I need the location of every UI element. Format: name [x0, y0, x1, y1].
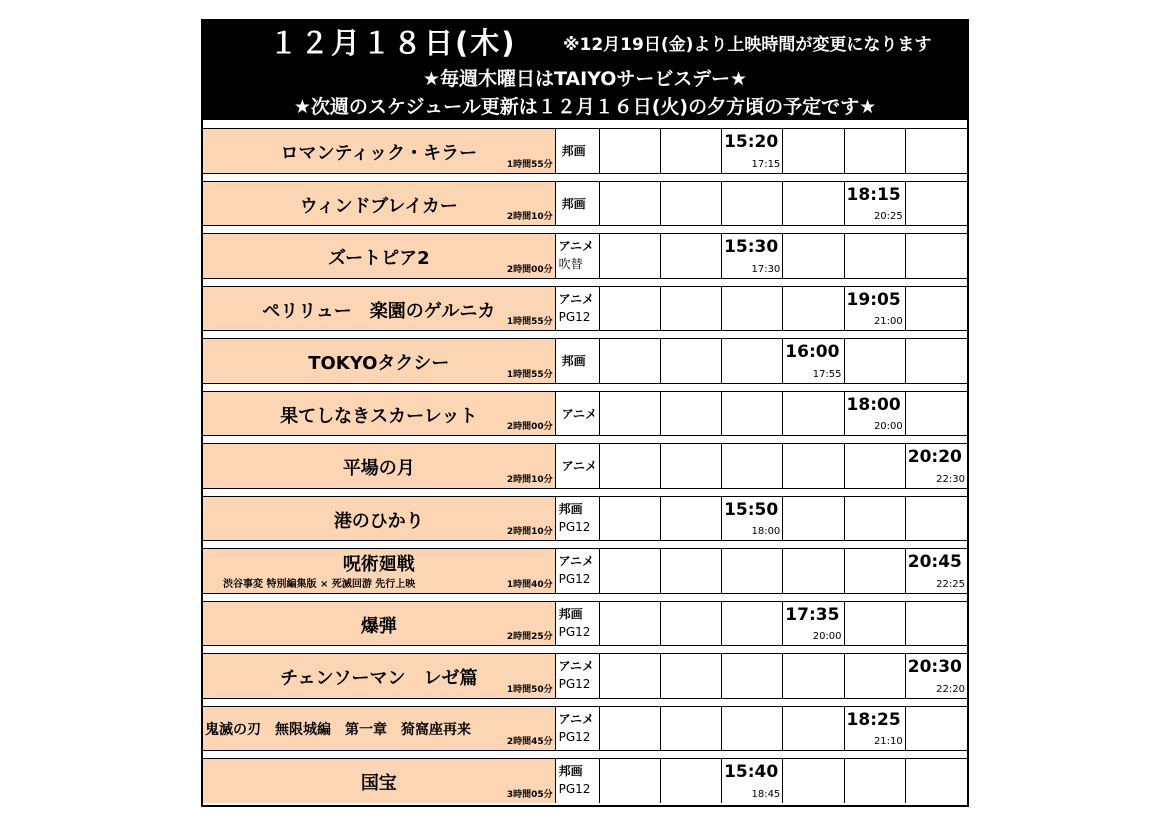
film-category: アニメ	[558, 239, 595, 253]
time-slot	[600, 549, 661, 593]
time-slot	[783, 339, 844, 383]
time-slot	[600, 129, 661, 173]
showtime-start: 20:20	[907, 447, 962, 467]
time-slot	[722, 654, 783, 698]
film-title: ペリリュー 楽園のゲルニカ	[262, 300, 496, 322]
showtime-start: 18:15	[846, 184, 901, 205]
film-rating: PG12	[558, 624, 591, 639]
schedule-row	[203, 497, 967, 541]
film-runtime: 2時間25分	[506, 632, 553, 642]
row-separator	[203, 540, 967, 549]
time-slot	[661, 654, 722, 698]
showtime-start: 20:30	[907, 657, 962, 677]
time-slot	[600, 707, 661, 751]
film-category: 邦画	[558, 501, 583, 516]
time-slot	[600, 602, 661, 646]
showtime-start: 15:50	[724, 499, 779, 520]
film-category: アニメ	[558, 659, 595, 673]
film-category-cell	[556, 287, 600, 331]
time-slot	[600, 497, 661, 541]
showtime-start: 17:35	[785, 604, 840, 625]
film-category-cell	[556, 182, 600, 226]
time-slot	[661, 129, 722, 173]
film-category-cell	[556, 339, 600, 383]
schedule-change-notice: ※12月19日(金)より上映時間が変更になります	[563, 35, 932, 55]
schedule-table	[203, 120, 967, 803]
film-category-cell	[556, 129, 600, 173]
showtime-start: 15:40	[724, 762, 779, 782]
film-runtime: 2時間45分	[506, 737, 553, 747]
schedule-row	[203, 444, 967, 488]
film-title-cell	[203, 182, 556, 226]
time-slot	[783, 234, 844, 278]
film-rating: PG12	[558, 782, 591, 796]
showtime-start: 20:45	[907, 552, 962, 572]
time-slot	[783, 602, 844, 646]
film-runtime: 2時間10分	[506, 474, 553, 485]
showtime-end: 18:00	[751, 526, 781, 537]
schedule-row	[203, 392, 967, 436]
film-runtime: 1時間55分	[506, 159, 553, 170]
time-slot	[661, 287, 722, 331]
row-separator	[203, 173, 967, 182]
showtime-start: 18:00	[846, 394, 901, 415]
showtime-end: 21:10	[873, 736, 903, 747]
film-runtime: 2時間00分	[506, 422, 553, 432]
film-category-cell	[556, 444, 600, 488]
film-runtime: 2時間10分	[506, 212, 553, 222]
time-slot	[906, 707, 967, 751]
film-title-cell	[203, 444, 556, 488]
schedule-row	[203, 549, 967, 593]
schedule-row	[203, 602, 967, 646]
film-title-cell	[203, 602, 556, 646]
time-slot	[722, 339, 783, 383]
time-slot	[845, 444, 906, 488]
time-slot	[906, 549, 967, 593]
showtime-start: 18:25	[846, 709, 901, 730]
film-category-cell	[556, 497, 600, 541]
film-title-cell	[203, 234, 556, 278]
schedule-row	[203, 759, 967, 803]
film-title: チェンソーマン レゼ篇	[280, 668, 478, 689]
date-title: １２月１８日(木)	[269, 26, 517, 60]
schedule-row	[203, 129, 967, 173]
time-slot	[661, 497, 722, 541]
showtime-end: 17:15	[751, 158, 781, 170]
row-separator	[203, 593, 967, 602]
film-title-cell	[203, 339, 556, 383]
film-category: アニメ	[558, 711, 595, 726]
time-slot	[845, 759, 906, 803]
time-slot	[845, 497, 906, 541]
film-rating: 吹替	[558, 257, 583, 271]
time-slot	[783, 129, 844, 173]
time-slot	[722, 707, 783, 751]
time-slot	[783, 549, 844, 593]
time-slot	[783, 444, 844, 488]
film-title: ズートピア2	[328, 248, 430, 269]
row-separator	[203, 698, 967, 707]
time-slot	[783, 707, 844, 751]
time-slot	[661, 707, 722, 751]
row-separator	[203, 225, 967, 234]
row-separator	[203, 488, 967, 497]
time-slot	[661, 234, 722, 278]
film-category: アニメ	[558, 554, 595, 568]
time-slot	[906, 497, 967, 541]
time-slot	[783, 287, 844, 331]
time-slot	[845, 602, 906, 646]
time-slot	[845, 392, 906, 436]
schedule-row	[203, 182, 967, 226]
film-title-cell	[203, 654, 556, 698]
time-slot	[661, 549, 722, 593]
film-category: 邦画	[561, 196, 586, 211]
film-category: 邦画	[561, 354, 586, 368]
showtime-end: 22:20	[936, 683, 965, 695]
time-slot	[845, 182, 906, 226]
time-slot	[845, 707, 906, 751]
film-title: 呪術廻戦	[342, 554, 415, 575]
film-title: TOKYOタクシー	[308, 353, 450, 374]
film-category-cell	[556, 759, 600, 803]
showtime-start: 15:20	[724, 132, 779, 152]
time-slot	[722, 759, 783, 803]
time-slot	[661, 392, 722, 436]
showtime-end: 20:00	[812, 631, 842, 642]
time-slot	[722, 444, 783, 488]
time-slot	[906, 654, 967, 698]
showtime-start: 16:00	[785, 342, 840, 362]
time-slot	[722, 602, 783, 646]
schedule-sheet	[201, 19, 969, 807]
schedule-row	[203, 234, 967, 278]
showtime-start: 19:05	[846, 289, 901, 310]
schedule-row	[203, 339, 967, 383]
time-slot	[600, 392, 661, 436]
showtime-end: 17:30	[751, 263, 781, 275]
time-slot	[600, 654, 661, 698]
time-slot	[906, 759, 967, 803]
film-title: 爆弾	[360, 615, 397, 637]
film-category-cell	[556, 602, 600, 646]
row-separator	[203, 120, 967, 129]
time-slot	[722, 497, 783, 541]
next-week-update-notice: ★次週のスケジュール更新は１２月１６日(火)の夕方頃の予定です★	[293, 96, 877, 118]
film-category-cell	[556, 392, 600, 436]
film-runtime: 2時間10分	[506, 527, 553, 537]
time-slot	[906, 234, 967, 278]
film-category-cell	[556, 654, 600, 698]
time-slot	[906, 444, 967, 488]
time-slot	[845, 287, 906, 331]
film-rating: PG12	[558, 309, 591, 324]
time-slot	[722, 549, 783, 593]
time-slot	[906, 129, 967, 173]
time-slot	[661, 602, 722, 646]
film-category: 邦画	[561, 144, 586, 158]
film-title-cell	[203, 707, 556, 751]
film-category: 邦画	[558, 764, 583, 778]
film-title: 港のひかり	[333, 510, 424, 532]
film-title: 国宝	[360, 773, 397, 794]
time-slot	[722, 234, 783, 278]
showtime-end: 18:45	[751, 788, 781, 800]
film-rating: PG12	[558, 729, 591, 744]
showtime-end: 22:25	[936, 578, 965, 590]
schedule-row	[203, 654, 967, 698]
film-runtime: 1時間55分	[506, 317, 553, 327]
film-runtime: 2時間00分	[506, 264, 553, 275]
time-slot	[600, 339, 661, 383]
film-title: ロマンティック・キラー	[280, 143, 478, 164]
film-category-cell	[556, 549, 600, 593]
film-title-cell	[203, 549, 556, 593]
row-separator	[203, 750, 967, 759]
time-slot	[661, 339, 722, 383]
time-slot	[845, 234, 906, 278]
film-title-cell	[203, 497, 556, 541]
row-separator	[203, 330, 967, 339]
time-slot	[906, 287, 967, 331]
time-slot	[722, 129, 783, 173]
time-slot	[783, 497, 844, 541]
showtime-end: 21:00	[873, 316, 903, 327]
film-runtime: 1時間40分	[506, 579, 553, 590]
time-slot	[783, 759, 844, 803]
film-title-cell	[203, 759, 556, 803]
row-separator	[203, 645, 967, 654]
film-rating: PG12	[558, 519, 591, 534]
time-slot	[600, 759, 661, 803]
time-slot	[722, 287, 783, 331]
showtime-end: 17:55	[812, 368, 842, 380]
schedule-row	[203, 287, 967, 331]
showtime-end: 20:00	[873, 421, 903, 432]
time-slot	[845, 654, 906, 698]
film-category-cell	[556, 707, 600, 751]
film-category: アニメ	[561, 459, 598, 473]
row-separator	[203, 435, 967, 444]
row-separator	[203, 278, 967, 287]
film-title: ウィンドブレイカー	[299, 195, 458, 217]
showtime-start: 15:30	[724, 237, 779, 257]
time-slot	[600, 444, 661, 488]
film-runtime: 1時間50分	[506, 684, 553, 695]
film-title: 果てしなきスカーレット	[280, 405, 478, 427]
showtime-end: 22:30	[936, 473, 965, 485]
time-slot	[600, 182, 661, 226]
film-subtitle: 渋谷事変 特別編集版 × 死滅回游 先行上映	[223, 578, 416, 590]
time-slot	[906, 339, 967, 383]
film-runtime: 1時間55分	[506, 369, 553, 380]
time-slot	[845, 129, 906, 173]
film-category-cell	[556, 234, 600, 278]
film-rating: PG12	[558, 572, 591, 586]
film-rating: PG12	[558, 677, 591, 691]
time-slot	[661, 182, 722, 226]
film-category: 邦画	[558, 606, 583, 621]
time-slot	[661, 444, 722, 488]
time-slot	[845, 549, 906, 593]
time-slot	[722, 392, 783, 436]
film-category: アニメ	[558, 291, 595, 306]
time-slot	[722, 182, 783, 226]
film-title: 鬼滅の刃 無限城編 第一章 猗窩座再来	[205, 721, 471, 738]
showtime-end: 20:25	[873, 211, 903, 222]
row-separator	[203, 383, 967, 392]
service-day-announcement: ★毎週木曜日はTAIYOサービスデー★	[422, 68, 748, 90]
film-title: 平場の月	[342, 458, 415, 479]
time-slot	[600, 287, 661, 331]
time-slot	[661, 759, 722, 803]
time-slot	[906, 602, 967, 646]
film-title-cell	[203, 287, 556, 331]
time-slot	[600, 234, 661, 278]
header-banner	[203, 21, 967, 120]
film-runtime: 3時間05分	[506, 789, 553, 800]
time-slot	[783, 392, 844, 436]
time-slot	[906, 182, 967, 226]
time-slot	[783, 182, 844, 226]
film-category: アニメ	[561, 406, 598, 421]
film-title-cell	[203, 129, 556, 173]
time-slot	[783, 654, 844, 698]
time-slot	[845, 339, 906, 383]
time-slot	[906, 392, 967, 436]
schedule-row	[203, 707, 967, 751]
film-title-cell	[203, 392, 556, 436]
